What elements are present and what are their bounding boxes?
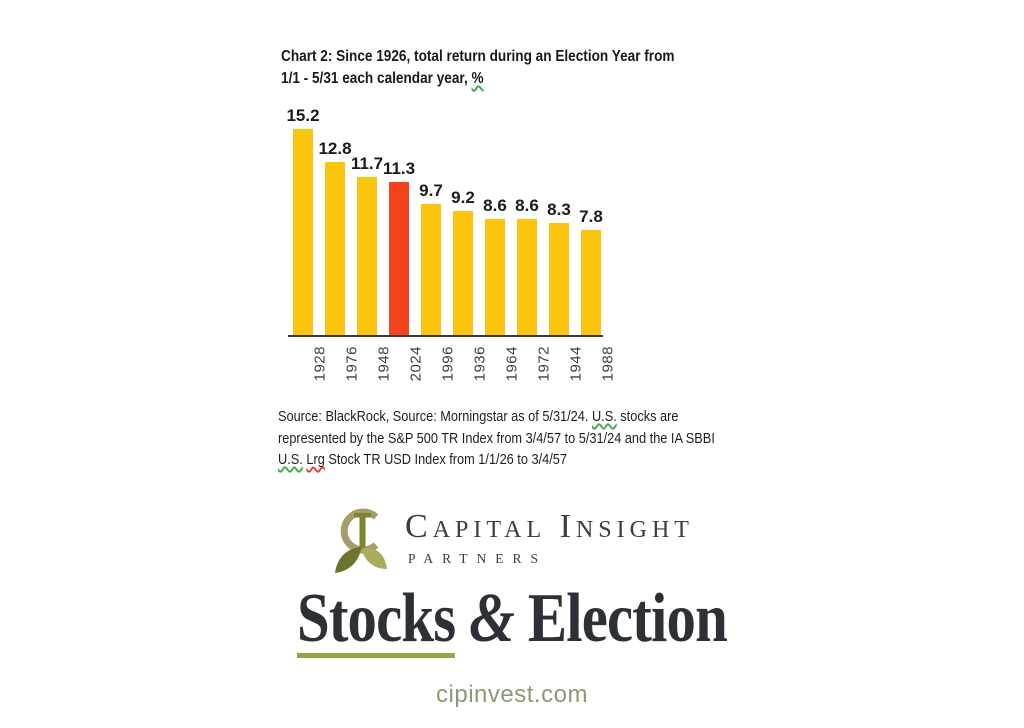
source-text-line: [278, 428, 771, 450]
headline-ampersand: &: [469, 580, 515, 657]
source-text-line: [278, 406, 771, 428]
headline-space: [455, 580, 469, 657]
x-axis-tick-label: 1988: [599, 346, 617, 382]
x-axis-line: [288, 335, 603, 337]
bar-1988: [579, 207, 617, 382]
website-url: cipinvest.com: [436, 681, 588, 708]
source-text-segment: U.S.: [278, 451, 303, 468]
bar-value-label: 11.3: [382, 159, 416, 178]
bar-value-label: 8.6: [515, 196, 539, 215]
logo-name: Capital Insight: [405, 508, 694, 545]
bar-value-label: 7.8: [579, 207, 603, 226]
source-text-segment: stocks are: [616, 408, 679, 425]
bar-1972: [515, 196, 553, 382]
bar-1928: [286, 106, 329, 382]
source-text-segment: represented by the S&P 500 TR Index from 3/4/57 to 5/31/24 and the IA SBBI: [278, 429, 715, 447]
chart-title-line1: Chart 2: Since 1926, total return during an Election Year from: [281, 48, 675, 65]
x-axis-tick-label: 1964: [503, 346, 521, 382]
logo: [0, 502, 1024, 578]
x-axis-tick-label: 1996: [439, 346, 457, 382]
bar-value-label: 8.6: [483, 196, 507, 215]
logo-text: [405, 510, 694, 567]
x-axis-tick-label: 2024: [407, 346, 425, 382]
bar-1996: [419, 181, 457, 382]
logo-subtitle: PARTNERS: [408, 551, 548, 566]
source-attribution: [278, 406, 771, 471]
source-text-line: [278, 449, 771, 471]
bar-value-label: 8.3: [547, 200, 571, 219]
bar-1964: [483, 196, 521, 382]
source-text-segment: Source: BlackRock, Source: Morningstar as of 5/31/24.: [278, 408, 592, 425]
bar-value-label: 9.2: [451, 188, 475, 207]
bar-1936: [451, 188, 489, 382]
source-text-segment: U.S.: [591, 408, 617, 425]
headline-text: [296, 580, 728, 657]
headline-word-stocks: Stocks: [297, 580, 455, 661]
bar-value-label: 12.8: [318, 139, 352, 158]
chart-title: [281, 46, 723, 90]
percent-sign: %: [471, 70, 484, 87]
source-text-segment: Lrg: [306, 451, 325, 468]
bar-value-label: 11.7: [350, 154, 384, 173]
chart-title-line2: 1/1 - 5/31 each calendar year, %: [281, 70, 484, 87]
x-axis-tick-label: 1972: [535, 346, 553, 382]
x-axis-tick-label: 1948: [375, 346, 393, 382]
x-axis-tick-label: 1928: [311, 346, 329, 382]
bar-value-label: 15.2: [286, 106, 320, 125]
x-axis-tick-label: 1976: [343, 346, 361, 382]
bar-value-label: 9.7: [419, 181, 443, 200]
ci-leaf-monogram-icon: [330, 502, 392, 578]
bar-chart: [286, 106, 617, 382]
headline-word-election: Election: [514, 580, 728, 657]
headline: [0, 580, 1024, 657]
x-axis-tick-label: 1936: [471, 346, 489, 382]
x-axis-tick-label: 1944: [567, 346, 585, 382]
source-text-segment: Stock TR USD Index from 1/1/26 to 3/4/57: [324, 451, 567, 468]
bar-1944: [547, 200, 585, 382]
